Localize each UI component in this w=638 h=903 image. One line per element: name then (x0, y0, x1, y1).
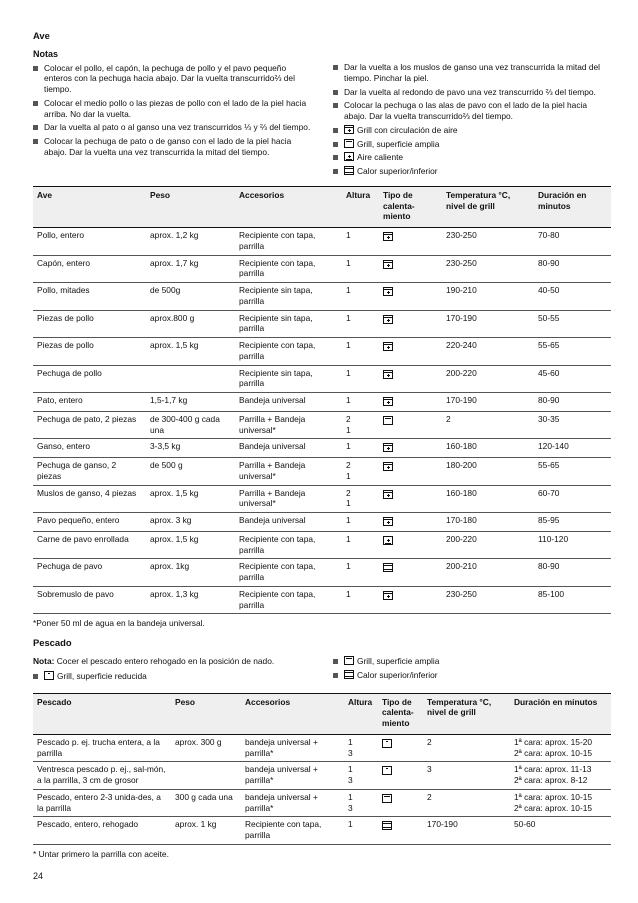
bullet-text (44, 63, 311, 95)
cell-ave: Pollo, mitades (33, 283, 146, 311)
bullet-square (333, 142, 338, 147)
column-header: Peso (146, 186, 235, 227)
cell-dur: 1ª cara: aprox. 11-13 2ª cara: aprox. 8-12 (510, 762, 611, 790)
column-header: Pescado (33, 693, 171, 734)
cell-peso: aprox. 3 kg (146, 513, 235, 532)
table-header-row (33, 186, 611, 227)
cell-peso: aprox. 1,5 kg (146, 338, 235, 366)
cell-peso: aprox. 1,7 kg (146, 255, 235, 283)
grill-fan-icon (383, 490, 393, 499)
table-row (33, 228, 611, 256)
pescado-table (33, 693, 611, 845)
bullet-square (33, 139, 38, 144)
heating-cell (378, 789, 423, 817)
grill-fan-icon (383, 370, 393, 379)
cell-ave: Pavo pequeño, entero (33, 513, 146, 532)
cell-alt: 1 3 (344, 762, 378, 790)
cell-temp: 2 (442, 411, 534, 439)
note-text: Cocer el pescado entero rehogado en la posición de nado. (54, 656, 275, 667)
cell-ave: Pollo, entero (33, 228, 146, 256)
note-item (333, 62, 611, 84)
cell-ave: Pechuga de pato, 2 piezas (33, 411, 146, 439)
pescado-legend-left (33, 671, 311, 682)
bullet-text (344, 139, 439, 150)
grill-wide-icon (344, 656, 354, 665)
notes-title: Notas (33, 49, 59, 60)
cell-peso: aprox. 1,5 kg (146, 485, 235, 513)
heating-cell (379, 310, 442, 338)
grill-fan-icon (383, 462, 393, 471)
cell-peso (171, 762, 241, 790)
cell-dur: 1ª cara: aprox. 15-20 2ª cara: aprox. 10-15 (510, 734, 611, 762)
grill-fan-icon (383, 443, 393, 452)
cell-temp: 230-250 (442, 228, 534, 256)
cell-temp: 220-240 (442, 338, 534, 366)
bullet-label: Grill con circulación de aire (357, 124, 458, 135)
bullet-square (333, 128, 338, 133)
cell-alt: 1 (342, 365, 379, 393)
cell-dur: 110-120 (534, 531, 611, 559)
cell-temp: 160-180 (442, 485, 534, 513)
grill-wide-icon (383, 416, 393, 425)
grill-fan-icon (383, 517, 393, 526)
grill-fan-icon (344, 125, 354, 134)
note-item (333, 100, 611, 122)
ave-notes-left (33, 49, 311, 180)
heating-cell (379, 338, 442, 366)
table-row (33, 411, 611, 439)
page-number: 24 (33, 871, 44, 881)
legend-item (333, 166, 611, 177)
table-row (33, 531, 611, 559)
table-row (33, 439, 611, 458)
note-item (33, 136, 311, 158)
table-row (33, 734, 611, 762)
bullet-text (44, 671, 147, 682)
bullet-label: Calor superior/inferior (357, 669, 438, 680)
column-header: Duración en minutos (510, 693, 611, 734)
cell-temp: 2 (423, 734, 510, 762)
bullet-text (344, 100, 611, 122)
bullet-label: Colocar la pechuga o las alas de pavo con el lado de la piel hacia abajo. Dar la vuelta transcurrido⅔ del tiempo. (344, 100, 588, 122)
column-header: Duración en minutos (534, 186, 611, 227)
bullet-label: Grill, superficie amplia (357, 656, 440, 667)
bullet-text (344, 166, 438, 177)
bullet-label: Grill, superficie reducida (57, 670, 147, 681)
cell-ave: Capón, entero (33, 255, 146, 283)
cell-acc: Recipiente sin tapa, parrilla (235, 283, 342, 311)
column-header: Temperatura °C, nivel de grill (423, 693, 510, 734)
cell-ave: Muslos de ganso, 4 piezas (33, 485, 146, 513)
cell-dur: 80-90 (534, 255, 611, 283)
note-item (33, 98, 311, 120)
notes-right-list (333, 62, 611, 122)
table-header-row (33, 693, 611, 734)
bullet-label: Dar la vuelta al redondo de pavo una vez transcurrido ⅔ del tiempo. (344, 86, 596, 97)
cell-ave: Pechuga de pavo (33, 559, 146, 587)
cell-acc: Recipiente con tapa, parrilla (235, 255, 342, 283)
cell-acc: Parrilla + Bandeja universal* (235, 411, 342, 439)
cell-ave: Pechuga de pollo (33, 365, 146, 393)
grill-small-icon (44, 671, 54, 680)
cell-dur: 85-100 (534, 586, 611, 614)
cell-ave: Sobremuslo de pavo (33, 586, 146, 614)
bullet-square (33, 66, 38, 71)
cell-alt: 1 (342, 513, 379, 532)
cell-ave: Piezas de pollo (33, 310, 146, 338)
bullet-square (33, 101, 38, 106)
cell-peso: 1,5-1,7 kg (146, 393, 235, 412)
table-row (33, 485, 611, 513)
cell-temp: 160-180 (442, 439, 534, 458)
bullet-square (333, 169, 338, 174)
column-header: Tipo de calenta-miento (379, 186, 442, 227)
cell-dur: 1ª cara: aprox. 10-15 2ª cara: aprox. 10-15 (510, 789, 611, 817)
cell-dur: 70-80 (534, 228, 611, 256)
bullet-square (333, 155, 338, 160)
bullet-text (44, 136, 311, 158)
top-bottom-heat-icon (344, 166, 354, 175)
notes-left-list (33, 63, 311, 158)
section-title-pescado: Pescado (33, 637, 72, 649)
cell-dur: 80-90 (534, 393, 611, 412)
ave-footnote: *Poner 50 ml de agua en la bandeja universal. (33, 618, 205, 629)
cell-temp: 3 (423, 762, 510, 790)
heating-cell (379, 255, 442, 283)
cell-alt: 1 (342, 393, 379, 412)
cell-peso: de 500 g (146, 458, 235, 486)
cell-dur: 80-90 (534, 559, 611, 587)
grill-fan-icon (383, 232, 393, 241)
bullet-label: Colocar el pollo, el capón, la pechuga de pollo y el pavo pequeño enteros con la pechuga hacia abajo. Dar la vuelta transcurrido⅔ del tiempo. (44, 62, 295, 95)
cell-acc: Bandeja universal (235, 513, 342, 532)
legend-item (33, 671, 311, 682)
cell-dur: 120-140 (534, 439, 611, 458)
note-label: Nota: (33, 656, 55, 667)
heating-legend (333, 125, 611, 177)
cell-temp: 190-210 (442, 283, 534, 311)
cell-acc: Recipiente con tapa, parrilla (235, 559, 342, 587)
table-row (33, 789, 611, 817)
cell-dur: 50-60 (510, 817, 611, 845)
cell-dur: 55-65 (534, 458, 611, 486)
heating-cell (379, 485, 442, 513)
cell-peso: aprox. 1,3 kg (146, 586, 235, 614)
cell-temp: 200-220 (442, 531, 534, 559)
bullet-text (344, 87, 596, 98)
cell-alt: 1 (342, 283, 379, 311)
bullet-label: Calor superior/inferior (357, 166, 438, 177)
cell-acc: Recipiente con tapa, parrilla (235, 338, 342, 366)
table-row (33, 458, 611, 486)
cell-acc: Parrilla + Bandeja universal* (235, 485, 342, 513)
heating-cell (379, 228, 442, 256)
cell-dur: 45-60 (534, 365, 611, 393)
cell-peso: de 300-400 g cada una (146, 411, 235, 439)
heating-cell (379, 411, 442, 439)
cell-alt: 1 3 (344, 789, 378, 817)
cell-pes: Pescado p. ej. trucha entera, a la parrilla (33, 734, 171, 762)
bullet-square (333, 659, 338, 664)
heating-cell (379, 283, 442, 311)
cell-ave: Ganso, entero (33, 439, 146, 458)
cell-alt: 1 3 (344, 734, 378, 762)
grill-fan-icon (383, 315, 393, 324)
bullet-label: Aire caliente (357, 152, 404, 163)
column-header: Ave (33, 186, 146, 227)
pescado-legend-right (333, 656, 611, 681)
cell-peso: 3-3,5 kg (146, 439, 235, 458)
cell-peso: aprox. 1 kg (171, 817, 241, 845)
bullet-square (333, 65, 338, 70)
cell-pes: Pescado, entero 2-3 unida-des, a la parrilla (33, 789, 171, 817)
cell-acc: bandeja universal + parrilla* (241, 789, 344, 817)
cell-alt: 1 (342, 586, 379, 614)
pescado-footnote: * Untar primero la parrilla con aceite. (33, 848, 169, 859)
pescado-notes-right (333, 656, 611, 685)
hot-air-icon (344, 152, 354, 161)
heating-cell (379, 439, 442, 458)
bullet-text (44, 98, 311, 120)
bullet-square (333, 90, 338, 95)
cell-peso: aprox. 1,2 kg (146, 228, 235, 256)
bullet-text (344, 656, 439, 667)
table-row (33, 255, 611, 283)
top-bottom-heat-icon (383, 563, 393, 572)
table-row (33, 393, 611, 412)
note-item (33, 122, 311, 133)
bullet-label: Dar la vuelta al pato o al ganso una vez transcurridos ⅓ y ⅔ del tiempo. (44, 122, 311, 133)
cell-acc: Bandeja universal (235, 393, 342, 412)
top-bottom-heat-icon (344, 670, 354, 679)
legend-item (333, 152, 611, 163)
section-title-ave: Ave (33, 30, 50, 41)
manual-page (33, 30, 611, 868)
cell-temp: 170-190 (442, 393, 534, 412)
pescado-note (33, 656, 311, 667)
heating-cell (379, 513, 442, 532)
bullet-text (344, 125, 458, 136)
heating-cell (378, 734, 423, 762)
cell-acc: Recipiente con tapa, parrilla (235, 586, 342, 614)
cell-pes: Ventresca pescado p. ej., sal-món, a la parrilla, 3 cm de grosor (33, 762, 171, 790)
cell-peso: aprox. 1,5 kg (146, 531, 235, 559)
ave-notes-right (333, 49, 611, 180)
legend-item (333, 656, 611, 667)
cell-peso: aprox. 300 g (171, 734, 241, 762)
bullet-text (344, 62, 611, 84)
cell-temp: 200-220 (442, 365, 534, 393)
note-item (33, 63, 311, 95)
table-row (33, 310, 611, 338)
bullet-text (344, 152, 403, 163)
cell-temp: 230-250 (442, 586, 534, 614)
cell-alt: 1 (342, 310, 379, 338)
column-header: Altura (342, 186, 379, 227)
cell-peso: aprox. 1kg (146, 559, 235, 587)
table-row (33, 559, 611, 587)
cell-temp: 2 (423, 789, 510, 817)
cell-peso: aprox.800 g (146, 310, 235, 338)
bullet-square (333, 103, 338, 108)
cell-dur: 50-55 (534, 310, 611, 338)
cell-temp: 170-190 (423, 817, 510, 845)
column-header: Accesorios (241, 693, 344, 734)
cell-alt: 1 (342, 228, 379, 256)
grill-wide-icon (344, 139, 354, 148)
cell-temp: 170-190 (442, 310, 534, 338)
hot-air-icon (383, 536, 393, 545)
cell-dur: 60-70 (534, 485, 611, 513)
bullet-square (333, 673, 338, 678)
bullet-label: Colocar el medio pollo o las piezas de pollo con el lado de la piel hacia arriba. No dar la vuelta. (44, 97, 307, 119)
note-item (333, 87, 611, 98)
cell-ave: Pato, entero (33, 393, 146, 412)
ave-table (33, 186, 611, 615)
cell-acc: Bandeja universal (235, 439, 342, 458)
cell-alt: 1 (342, 338, 379, 366)
cell-acc: Recipiente sin tapa, parrilla (235, 310, 342, 338)
cell-alt: 2 1 (342, 458, 379, 486)
cell-dur: 55-65 (534, 338, 611, 366)
table-row (33, 365, 611, 393)
pescado-notes (33, 656, 611, 685)
grill-wide-icon (382, 794, 392, 803)
bullet-text (344, 670, 438, 681)
top-bottom-heat-icon (382, 821, 392, 830)
grill-fan-icon (383, 591, 393, 600)
cell-ave: Pechuga de ganso, 2 piezas (33, 458, 146, 486)
column-header: Altura (344, 693, 378, 734)
legend-item (333, 670, 611, 681)
grill-fan-icon (383, 397, 393, 406)
cell-alt: 2 1 (342, 485, 379, 513)
heating-cell (379, 531, 442, 559)
cell-acc: Recipiente con tapa, parrilla (235, 531, 342, 559)
column-header: Temperatura °C, nivel de grill (442, 186, 534, 227)
cell-acc: Recipiente con tapa, parrilla (241, 817, 344, 845)
table-row (33, 586, 611, 614)
cell-alt: 1 (342, 255, 379, 283)
column-header: Tipo de calenta-miento (378, 693, 423, 734)
column-header: Peso (171, 693, 241, 734)
cell-alt: 1 (342, 439, 379, 458)
grill-small-icon (382, 766, 392, 775)
table-row (33, 338, 611, 366)
cell-pes: Pescado, entero, rehogado (33, 817, 171, 845)
heating-cell (379, 365, 442, 393)
cell-ave: Piezas de pollo (33, 338, 146, 366)
cell-alt: 2 1 (342, 411, 379, 439)
pescado-notes-left (33, 656, 311, 685)
heating-cell (378, 762, 423, 790)
column-header: Accesorios (235, 186, 342, 227)
table-row (33, 513, 611, 532)
heating-cell (379, 559, 442, 587)
ave-notes (33, 49, 611, 180)
grill-fan-icon (383, 342, 393, 351)
cell-peso: 300 g cada una (171, 789, 241, 817)
legend-item (333, 125, 611, 136)
cell-acc: Recipiente sin tapa, parrilla (235, 365, 342, 393)
cell-dur: 85-95 (534, 513, 611, 532)
legend-item (333, 139, 611, 150)
bullet-label: Grill, superficie amplia (357, 138, 440, 149)
table-row (33, 283, 611, 311)
table-row (33, 817, 611, 845)
cell-acc: Recipiente con tapa, parrilla (235, 228, 342, 256)
cell-peso (146, 365, 235, 393)
table-row (33, 762, 611, 790)
bullet-square (33, 125, 38, 130)
cell-peso: de 500g (146, 283, 235, 311)
cell-temp: 170-180 (442, 513, 534, 532)
cell-acc: bandeja universal + parrilla* (241, 762, 344, 790)
grill-fan-icon (383, 287, 393, 296)
heating-cell (378, 817, 423, 845)
heating-cell (379, 393, 442, 412)
cell-alt: 1 (344, 817, 378, 845)
cell-dur: 40-50 (534, 283, 611, 311)
cell-dur: 30-35 (534, 411, 611, 439)
cell-ave: Carne de pavo enrollada (33, 531, 146, 559)
heating-cell (379, 586, 442, 614)
cell-acc: Parrilla + Bandeja universal* (235, 458, 342, 486)
bullet-label: Dar la vuelta a los muslos de ganso una vez transcurrida la mitad del tiempo. Pinchar la piel. (344, 62, 601, 83)
cell-temp: 200-210 (442, 559, 534, 587)
cell-temp: 180-200 (442, 458, 534, 486)
grill-fan-icon (383, 260, 393, 269)
bullet-text (44, 122, 310, 133)
grill-small-icon (382, 739, 392, 748)
cell-acc: bandeja universal + parrilla* (241, 734, 344, 762)
heating-cell (379, 458, 442, 486)
cell-alt: 1 (342, 531, 379, 559)
cell-temp: 230-250 (442, 255, 534, 283)
cell-alt: 1 (342, 559, 379, 587)
bullet-label: Colocar la pechuga de pato o de ganso con el lado de la piel hacia abajo. Dar la vuelta una vez transcurrida la mitad del tiempo. (44, 136, 292, 157)
bullet-square (33, 674, 38, 679)
